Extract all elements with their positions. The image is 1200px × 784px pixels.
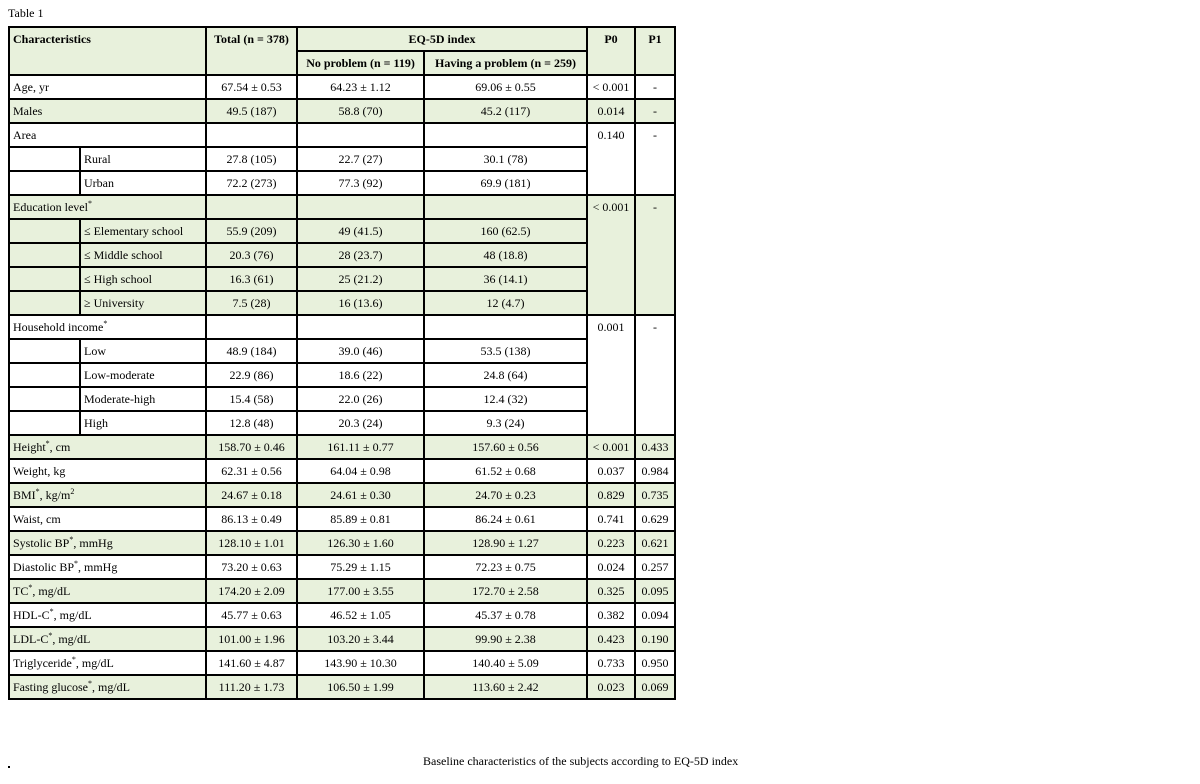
cell-p0: 0.001	[587, 315, 635, 435]
row-label: Systolic BP*, mmHg	[9, 531, 206, 555]
cell-having-problem: 128.90 ± 1.27	[424, 531, 587, 555]
indent-cell	[9, 339, 80, 363]
indent-cell	[9, 267, 80, 291]
cell-total: 22.9 (86)	[206, 363, 297, 387]
cell-having-problem: 140.40 ± 5.09	[424, 651, 587, 675]
cell-no-problem: 58.8 (70)	[297, 99, 424, 123]
cell-no-problem: 64.23 ± 1.12	[297, 75, 424, 99]
cell-no-problem: 18.6 (22)	[297, 363, 424, 387]
row-label: Waist, cm	[9, 507, 206, 531]
cell-p0: 0.829	[587, 483, 635, 507]
cell-p1: -	[635, 195, 675, 315]
cell-having-problem: 86.24 ± 0.61	[424, 507, 587, 531]
cell-having-problem: 160 (62.5)	[424, 219, 587, 243]
cell-p1: -	[635, 99, 675, 123]
cell-total: 141.60 ± 4.87	[206, 651, 297, 675]
indent-cell	[9, 411, 80, 435]
cell-empty	[424, 195, 587, 219]
indent-cell	[9, 171, 80, 195]
row-sublabel: Rural	[80, 147, 206, 171]
cell-total: 72.2 (273)	[206, 171, 297, 195]
table-row-education-university	[9, 291, 675, 315]
header-no-problem: No problem (n = 119)	[297, 51, 424, 75]
cell-p1: 0.257	[635, 555, 675, 579]
row-label: Height*, cm	[9, 435, 206, 459]
row-sublabel: ≤ Elementary school	[80, 219, 206, 243]
cell-total: 128.10 ± 1.01	[206, 531, 297, 555]
cell-having-problem: 99.90 ± 2.38	[424, 627, 587, 651]
cell-p0: 0.733	[587, 651, 635, 675]
footnote-mark: *	[74, 559, 79, 568]
cell-total: 27.8 (105)	[206, 147, 297, 171]
cell-total: 55.9 (209)	[206, 219, 297, 243]
table-row-ldl-c	[9, 627, 675, 651]
cell-having-problem: 45.2 (117)	[424, 99, 587, 123]
cell-p0: 0.024	[587, 555, 635, 579]
table-row-age	[9, 75, 675, 99]
footnote-mark: *	[103, 319, 108, 328]
footnote-mark: *	[28, 583, 33, 592]
row-sublabel: ≥ University	[80, 291, 206, 315]
row-label: TC*, mg/dL	[9, 579, 206, 603]
cell-p0: 0.325	[587, 579, 635, 603]
cell-having-problem: 48 (18.8)	[424, 243, 587, 267]
table-row-area-urban	[9, 171, 675, 195]
cell-p0: < 0.001	[587, 75, 635, 99]
table-row-area-rural	[9, 147, 675, 171]
indent-cell	[9, 219, 80, 243]
indent-cell	[9, 387, 80, 411]
table-row-diastolic-bp	[9, 555, 675, 579]
cell-no-problem: 75.29 ± 1.15	[297, 555, 424, 579]
cell-having-problem: 36 (14.1)	[424, 267, 587, 291]
table-row-education-middle	[9, 243, 675, 267]
cell-total: 15.4 (58)	[206, 387, 297, 411]
cell-total: 12.8 (48)	[206, 411, 297, 435]
header-eq5d: EQ-5D index	[297, 27, 587, 51]
footnote-mark: *	[69, 535, 74, 544]
cell-total: 45.77 ± 0.63	[206, 603, 297, 627]
footnote-mark: *	[45, 439, 50, 448]
cell-having-problem: 24.70 ± 0.23	[424, 483, 587, 507]
header-total: Total (n = 378)	[206, 27, 297, 75]
cell-no-problem: 49 (41.5)	[297, 219, 424, 243]
row-label: Triglyceride*, mg/dL	[9, 651, 206, 675]
table-row-fasting-glucose	[9, 675, 675, 699]
cell-p0: 0.140	[587, 123, 635, 195]
row-label: Fasting glucose*, mg/dL	[9, 675, 206, 699]
indent-cell	[9, 147, 80, 171]
header-p0: P0	[587, 27, 635, 75]
row-label: Males	[9, 99, 206, 123]
footnote-mark: *	[48, 631, 53, 640]
cell-having-problem: 12 (4.7)	[424, 291, 587, 315]
cell-no-problem: 16 (13.6)	[297, 291, 424, 315]
cell-p1: 0.950	[635, 651, 675, 675]
cell-no-problem: 143.90 ± 10.30	[297, 651, 424, 675]
cell-no-problem: 77.3 (92)	[297, 171, 424, 195]
cell-p0: 0.023	[587, 675, 635, 699]
cell-total: 111.20 ± 1.73	[206, 675, 297, 699]
cell-total: 62.31 ± 0.56	[206, 459, 297, 483]
indent-cell	[9, 243, 80, 267]
cell-p0: 0.037	[587, 459, 635, 483]
indent-cell	[9, 363, 80, 387]
cell-p1: -	[635, 315, 675, 435]
cell-no-problem: 85.89 ± 0.81	[297, 507, 424, 531]
table-row-income-low	[9, 339, 675, 363]
cell-no-problem: 161.11 ± 0.77	[297, 435, 424, 459]
table-row-education	[9, 195, 675, 219]
cell-p0: < 0.001	[587, 435, 635, 459]
cell-p1: 0.984	[635, 459, 675, 483]
cell-no-problem: 103.20 ± 3.44	[297, 627, 424, 651]
footnote-mark: *	[71, 655, 76, 664]
row-label: LDL-C*, mg/dL	[9, 627, 206, 651]
cell-p1: -	[635, 123, 675, 195]
cell-total: 174.20 ± 2.09	[206, 579, 297, 603]
cell-p1: 0.069	[635, 675, 675, 699]
cell-empty	[424, 315, 587, 339]
row-label: BMI*, $kg/m^2$	[9, 483, 206, 507]
cell-p1: 0.735	[635, 483, 675, 507]
row-sublabel: Low-moderate	[80, 363, 206, 387]
table-row-hdl-c	[9, 603, 675, 627]
cell-p1: -	[635, 75, 675, 99]
cell-empty	[424, 123, 587, 147]
cell-total: 16.3 (61)	[206, 267, 297, 291]
footnote-mark: *	[35, 487, 40, 496]
header-row-1	[9, 27, 675, 51]
cell-no-problem: 22.0 (26)	[297, 387, 424, 411]
table-row-income-moderate-high	[9, 387, 675, 411]
cell-p0: 0.423	[587, 627, 635, 651]
cell-p1: 0.621	[635, 531, 675, 555]
header-characteristics: Characteristics	[9, 27, 206, 75]
cell-p1: 0.190	[635, 627, 675, 651]
row-label: Diastolic BP*, mmHg	[9, 555, 206, 579]
cell-having-problem: 61.52 ± 0.68	[424, 459, 587, 483]
table-row-waist	[9, 507, 675, 531]
cell-p1: 0.094	[635, 603, 675, 627]
cell-having-problem: 9.3 (24)	[424, 411, 587, 435]
cell-no-problem: 28 (23.7)	[297, 243, 424, 267]
row-label: Education level*	[9, 195, 206, 219]
table-row-weight	[9, 459, 675, 483]
table-row-income	[9, 315, 675, 339]
header-having-problem: Having a problem (n = 259)	[424, 51, 587, 75]
row-label: HDL-C*, mg/dL	[9, 603, 206, 627]
cell-having-problem: 24.8 (64)	[424, 363, 587, 387]
cell-having-problem: 12.4 (32)	[424, 387, 587, 411]
table-row-area	[9, 123, 675, 147]
cell-total: 20.3 (76)	[206, 243, 297, 267]
cell-p0: 0.014	[587, 99, 635, 123]
cell-p1: 0.433	[635, 435, 675, 459]
cell-total: 7.5 (28)	[206, 291, 297, 315]
cell-having-problem: 69.06 ± 0.55	[424, 75, 587, 99]
cell-p1: 0.095	[635, 579, 675, 603]
row-label: Weight, kg	[9, 459, 206, 483]
cell-p1: 0.629	[635, 507, 675, 531]
cell-no-problem: 46.52 ± 1.05	[297, 603, 424, 627]
table-row-height	[9, 435, 675, 459]
row-label: Area	[9, 123, 206, 147]
cell-no-problem: 22.7 (27)	[297, 147, 424, 171]
table-caption: Baseline characteristics of the subjects according to EQ-5D index	[423, 754, 739, 768]
footnote-mark: *	[87, 199, 92, 208]
cell-total: 24.67 ± 0.18	[206, 483, 297, 507]
baseline-table	[8, 26, 676, 700]
cell-p0: < 0.001	[587, 195, 635, 315]
cell-having-problem: 30.1 (78)	[424, 147, 587, 171]
cell-empty	[206, 195, 297, 219]
cell-having-problem: 69.9 (181)	[424, 171, 587, 195]
indent-cell	[9, 291, 80, 315]
cell-having-problem: 72.23 ± 0.75	[424, 555, 587, 579]
cell-total: 101.00 ± 1.96	[206, 627, 297, 651]
cell-no-problem: 24.61 ± 0.30	[297, 483, 424, 507]
header-p1: P1	[635, 27, 675, 75]
row-sublabel: High	[80, 411, 206, 435]
table-row-education-elementary	[9, 219, 675, 243]
cell-empty	[297, 123, 424, 147]
cell-having-problem: 172.70 ± 2.58	[424, 579, 587, 603]
unit-superscript: 2	[70, 487, 75, 496]
cell-having-problem: 45.37 ± 0.78	[424, 603, 587, 627]
cell-no-problem: 39.0 (46)	[297, 339, 424, 363]
cell-no-problem: 126.30 ± 1.60	[297, 531, 424, 555]
row-sublabel: ≤ Middle school	[80, 243, 206, 267]
cell-p0: 0.741	[587, 507, 635, 531]
cell-no-problem: 177.00 ± 3.55	[297, 579, 424, 603]
cell-no-problem: 25 (21.2)	[297, 267, 424, 291]
table-row-income-high	[9, 411, 675, 435]
row-sublabel: Low	[80, 339, 206, 363]
row-label: Household income*	[9, 315, 206, 339]
cell-total: 67.54 ± 0.53	[206, 75, 297, 99]
row-sublabel: Urban	[80, 171, 206, 195]
row-label: Age, yr	[9, 75, 206, 99]
table-row-bmi	[9, 483, 675, 507]
cell-total: 48.9 (184)	[206, 339, 297, 363]
cell-p0: 0.382	[587, 603, 635, 627]
cell-empty	[206, 315, 297, 339]
cell-empty	[206, 123, 297, 147]
cell-having-problem: 113.60 ± 2.42	[424, 675, 587, 699]
table-row-education-high	[9, 267, 675, 291]
cell-no-problem: 106.50 ± 1.99	[297, 675, 424, 699]
row-sublabel: ≤ High school	[80, 267, 206, 291]
table-row-tc	[9, 579, 675, 603]
table-row-income-low-moderate	[9, 363, 675, 387]
row-sublabel: Moderate-high	[80, 387, 206, 411]
table-row-males	[9, 99, 675, 123]
table-label: Table 1	[8, 6, 44, 20]
cell-having-problem: 157.60 ± 0.56	[424, 435, 587, 459]
cell-empty	[297, 315, 424, 339]
table-row-systolic-bp	[9, 531, 675, 555]
footnote-mark: *	[49, 607, 54, 616]
cell-total: 86.13 ± 0.49	[206, 507, 297, 531]
cell-no-problem: 20.3 (24)	[297, 411, 424, 435]
footnote-mark: *	[88, 679, 92, 688]
cell-having-problem: 53.5 (138)	[424, 339, 587, 363]
cell-no-problem: 64.04 ± 0.98	[297, 459, 424, 483]
cell-p0: 0.223	[587, 531, 635, 555]
cell-total: 49.5 (187)	[206, 99, 297, 123]
cell-empty	[297, 195, 424, 219]
stray-dot	[8, 766, 10, 768]
cell-total: 158.70 ± 0.46	[206, 435, 297, 459]
cell-total: 73.20 ± 0.63	[206, 555, 297, 579]
table-row-triglyceride	[9, 651, 675, 675]
